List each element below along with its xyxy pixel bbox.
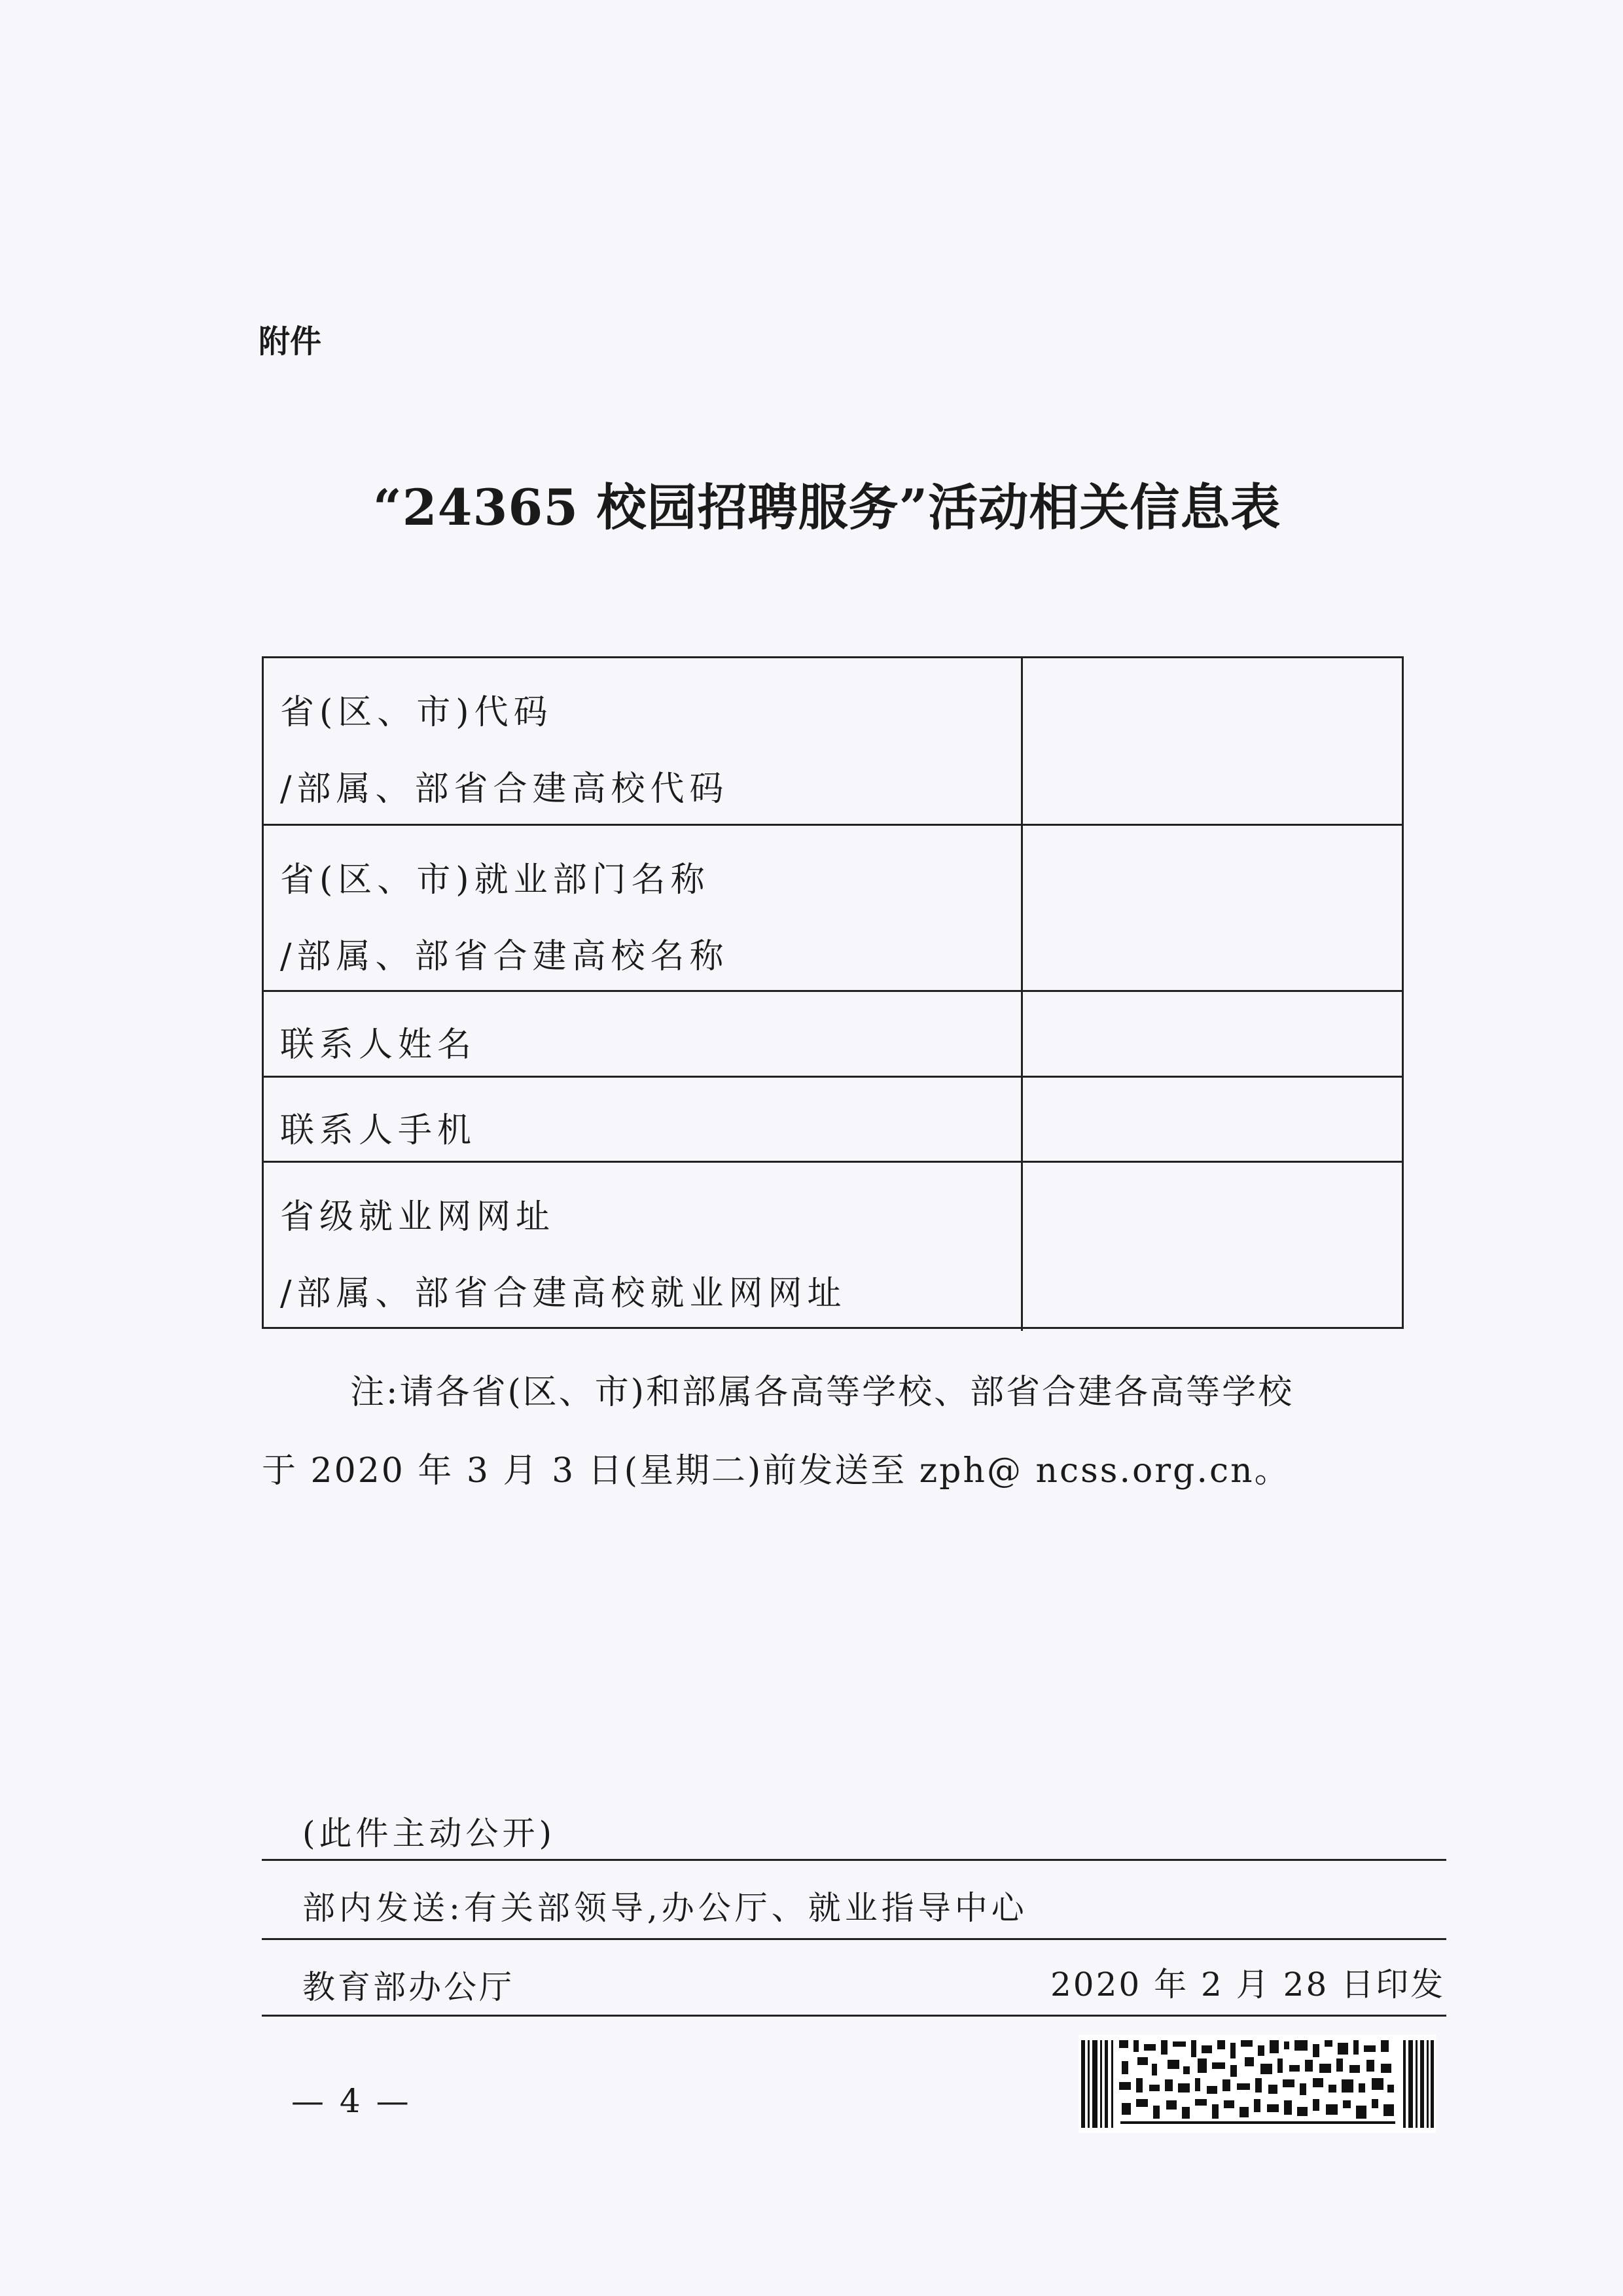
- table-label-cell: [264, 1163, 1023, 1331]
- document-title: “24365 校园招聘服务”活动相关信息表: [373, 478, 1281, 537]
- footer-divider: [262, 2015, 1446, 2017]
- table-label-line: 省(区、市)就业部门名称: [280, 860, 710, 900]
- table-value-cell[interactable]: [1023, 1163, 1402, 1331]
- table-label-cell: [264, 1078, 1023, 1161]
- note-line-1: 注:请各省(区、市)和部属各高等学校、部省合建各高等学校: [350, 1373, 1294, 1412]
- table-row: [264, 826, 1402, 992]
- table-value-cell[interactable]: [1023, 1078, 1402, 1161]
- table-label-line: 省(区、市)代码: [280, 693, 553, 732]
- page-number: — 4 —: [291, 2082, 412, 2120]
- table-label-cell: [264, 826, 1023, 990]
- table-label-line: 联系人手机: [280, 1111, 477, 1150]
- footer-divider: [262, 1938, 1446, 1940]
- table-row: [264, 658, 1402, 826]
- table-label-line: 省级就业网网址: [280, 1197, 556, 1237]
- table-row: [264, 1078, 1402, 1163]
- table-value-cell[interactable]: [1023, 992, 1402, 1076]
- table-value-cell[interactable]: [1023, 658, 1402, 824]
- table-label-line: /部属、部省合建高校名称: [280, 937, 729, 976]
- table-row: [264, 1163, 1402, 1331]
- issuing-office: 教育部办公厅: [302, 1968, 514, 2006]
- distribution-list: 部内发送:有关部领导,办公厅、就业指导中心: [302, 1889, 1028, 1927]
- note-line-2: 于 2020 年 3 月 3 日(星期二)前发送至 zph@ ncss.org.cn。: [262, 1451, 1291, 1491]
- table-label-cell: [264, 658, 1023, 824]
- table-value-cell[interactable]: [1023, 826, 1402, 990]
- table-row: [264, 992, 1402, 1078]
- attachment-label: 附件: [259, 323, 322, 360]
- info-table: [262, 656, 1404, 1329]
- table-label-line: /部属、部省合建高校代码: [280, 769, 729, 809]
- table-label-line: 联系人姓名: [280, 1025, 477, 1065]
- table-label-line: /部属、部省合建高校就业网网址: [280, 1274, 847, 1313]
- table-label-cell: [264, 992, 1023, 1076]
- footer-divider: [262, 1859, 1446, 1861]
- barcode-icon: [1079, 2035, 1436, 2133]
- issue-date: 2020 年 2 月 28 日印发: [1050, 1966, 1446, 2004]
- public-disclosure-note: (此件主动公开): [302, 1814, 556, 1852]
